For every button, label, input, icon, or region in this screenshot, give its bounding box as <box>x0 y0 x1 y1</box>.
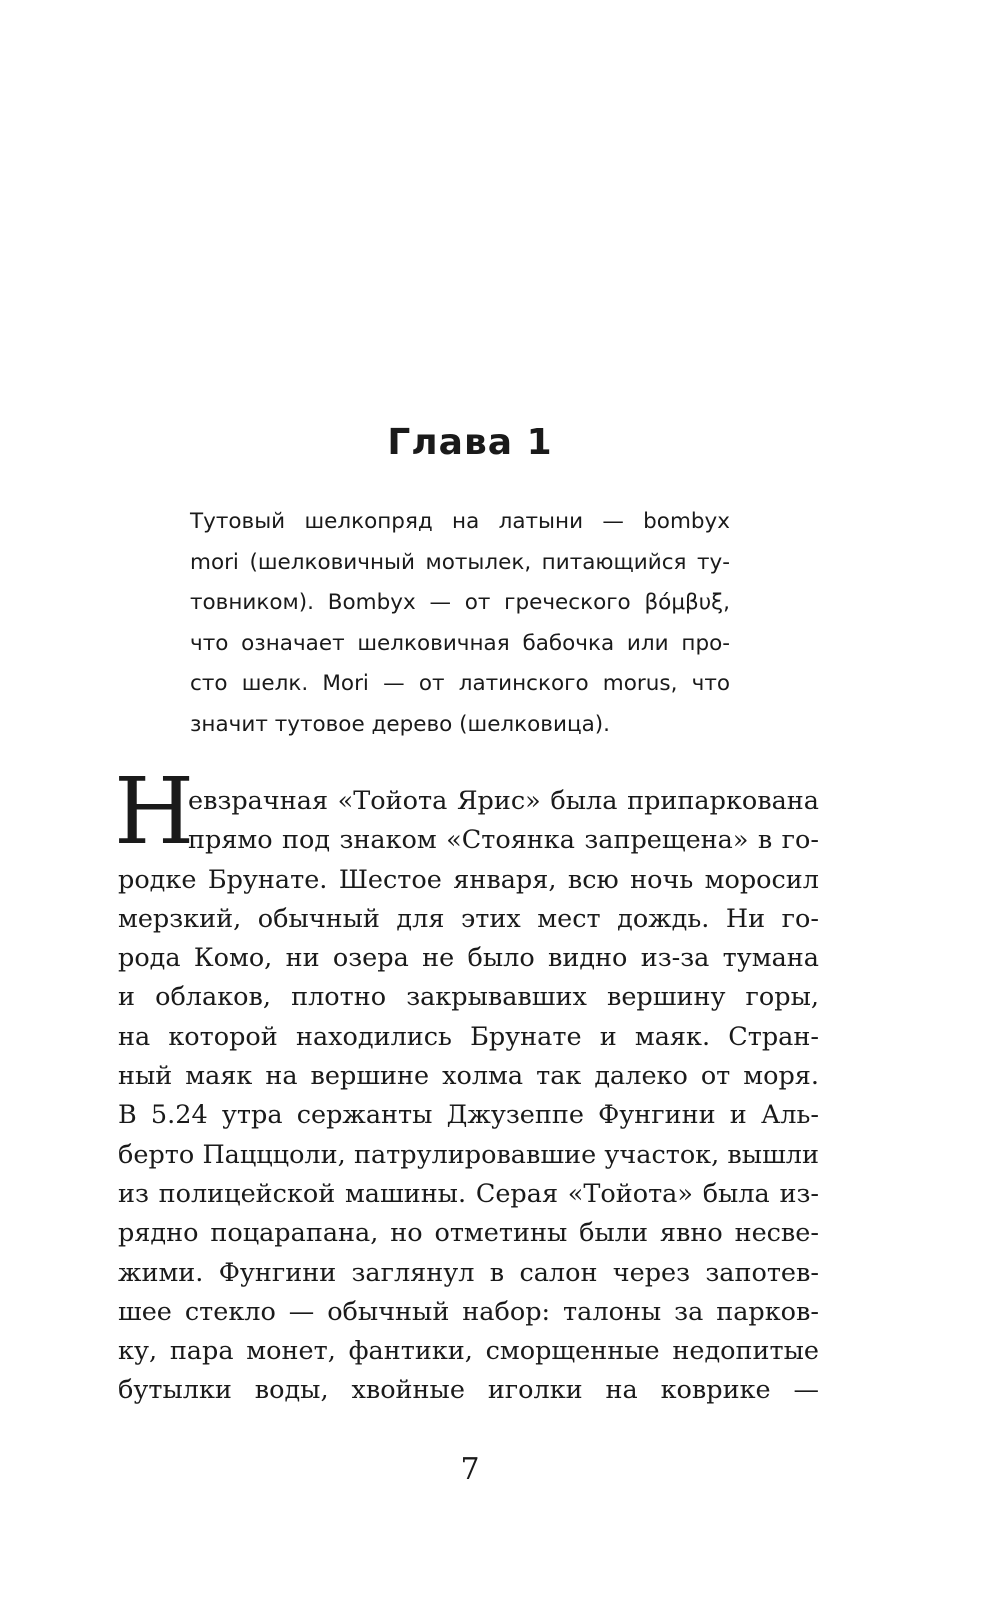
body-line: родке Брунате. Шестое января, всю ночь моросил <box>118 864 819 895</box>
page-number: 7 <box>460 1452 480 1487</box>
body-line: и облаков, плотно закрывавших вершину горы, <box>118 982 819 1013</box>
epigraph-line: mori (шелковичный мотылек, питающийся ту- <box>190 549 730 575</box>
drop-cap: Н <box>114 758 195 865</box>
body-line: на которой находились Брунате и маяк. Стран- <box>118 1021 819 1052</box>
epigraph-line: что означает шелковичная бабочка или про- <box>190 630 730 656</box>
body-line: рода Комо, ни озера не было видно из-за тумана <box>118 943 819 974</box>
body-line: шее стекло — обычный набор: талоны за парков- <box>118 1296 819 1327</box>
body-line: рядно поцарапана, но отметины были явно несве- <box>118 1218 819 1249</box>
epigraph <box>190 502 730 745</box>
body-line: прямо под знаком «Стоянка запрещена» в го- <box>188 825 819 856</box>
body-line: мерзкий, обычный для этих мест дождь. Ни го- <box>118 903 819 934</box>
epigraph-line: сто шелк. Mori — от латинского morus, что <box>190 671 730 696</box>
epigraph-line: значит тутовое дерево (шелковица). <box>190 711 610 737</box>
body-line: ку, пара монет, фантики, сморщенные недопитые <box>118 1336 819 1367</box>
body-line: берто Пацццоли, патрулировавшие участок, вышли <box>118 1139 819 1170</box>
body-line: ный маяк на вершине холма так далеко от моря. <box>118 1061 819 1092</box>
epigraph-line: товником). Bombyx — от греческого βόμβυξ, <box>190 590 730 615</box>
body-line: бутылки воды, хвойные иголки на коврике — <box>118 1375 819 1406</box>
chapter-title: Глава 1 <box>387 422 553 463</box>
body-line: жими. Фунгини заглянул в салон через запотев- <box>118 1257 819 1288</box>
body-paragraph <box>118 782 819 1411</box>
body-line: В 5.24 утра сержанты Джузеппе Фунгини и Аль- <box>118 1100 819 1131</box>
body-line: из полицейской машины. Серая «Тойота» была из- <box>118 1178 819 1209</box>
body-line: евзрачная «Тойота Ярис» была припаркована <box>188 786 819 816</box>
epigraph-line: Тутовый шелкопряд на латыни — bombyx <box>190 509 730 534</box>
